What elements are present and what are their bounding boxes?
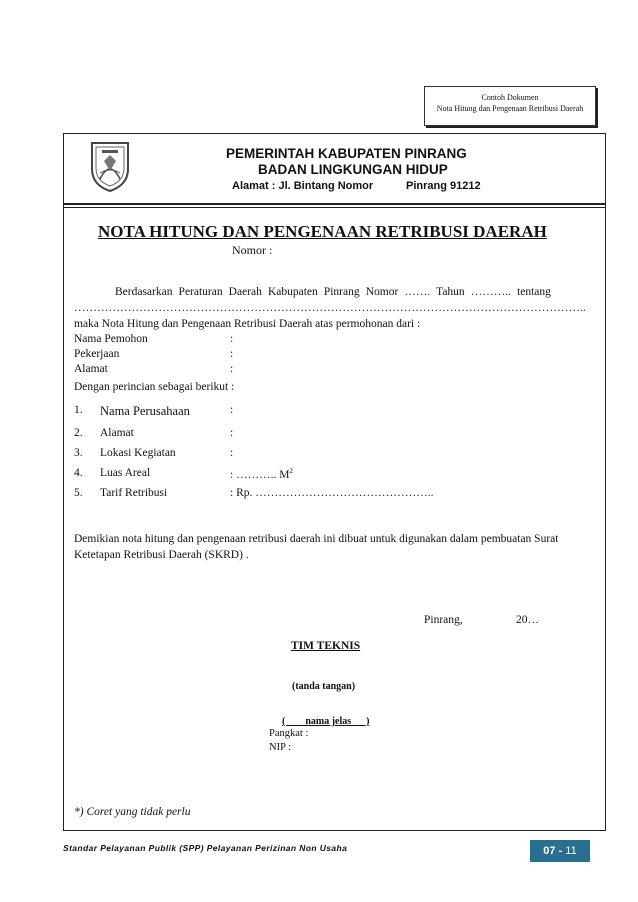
- detail-value: [230, 467, 293, 487]
- applicant-sep: :: [230, 348, 234, 360]
- signature-nip: NIP :: [269, 742, 292, 753]
- page-number: 11: [565, 845, 577, 857]
- signature-place: Pinrang,: [424, 614, 463, 626]
- detail-row: [74, 427, 434, 447]
- applicant-row: [74, 347, 233, 362]
- footnote: *) Coret yang tidak perlu: [74, 806, 191, 818]
- detail-row: [74, 487, 434, 507]
- detail-value-sup: 2: [289, 467, 293, 475]
- applicant-row: [74, 332, 233, 347]
- applicant-label: Pekerjaan: [74, 348, 120, 360]
- signature-year: 20…: [516, 614, 539, 626]
- detail-value-text: : ……….. M: [230, 468, 290, 481]
- applicant-sep: :: [230, 363, 234, 375]
- applicant-row: [74, 362, 233, 377]
- signature-rank: Pangkat :: [269, 728, 309, 739]
- closing-line1: Demikian nota hitung dan pengenaan retribusi daerah ini dibuat untuk digunakan dalam pembuatan Surat: [74, 533, 559, 545]
- signature-name: ( nama jelas ): [282, 716, 370, 727]
- footer-text: Standar Pelayanan Publik (SPP) Pelayanan Perizinan Non Usaha: [63, 843, 348, 853]
- detail-row: [74, 404, 434, 427]
- applicant-sep: :: [230, 333, 234, 345]
- detail-label: Tarif Retribusi: [100, 487, 168, 499]
- detail-value: : Rp. ………………………………………..: [230, 487, 434, 499]
- detail-num: 4.: [74, 467, 83, 479]
- closing-line2: Ketetapan Retribusi Daerah (SKRD) .: [74, 549, 249, 561]
- agency-city: Pinrang 91212: [406, 180, 481, 192]
- document-tag-line1: Contoh Dokumen: [481, 93, 539, 102]
- agency-name: BADAN LINGKUNGAN HIDUP: [258, 162, 448, 177]
- page-section: 07 -: [543, 845, 563, 857]
- document-title: NOTA HITUNG DAN PENGENAAN RETRIBUSI DAERAH: [98, 222, 547, 241]
- applicant-label: Alamat: [74, 363, 108, 375]
- detail-row: [74, 447, 434, 467]
- agency-address: Alamat : Jl. Bintang Nomor: [232, 180, 374, 192]
- regency-emblem-icon: [88, 139, 132, 193]
- detail-label: Nama Perusahaan: [100, 404, 190, 418]
- detail-value: :: [230, 427, 234, 439]
- page-number-badge: [530, 840, 590, 862]
- detail-num: 3.: [74, 447, 83, 459]
- header-rule-thin: [64, 207, 605, 208]
- detail-label: Alamat: [100, 427, 134, 439]
- number-label: Nomor :: [232, 243, 273, 257]
- intro-line1: Berdasarkan Peraturan Daerah Kabupaten Pinrang Nomor ……. Tahun ……….. tentang: [115, 286, 551, 298]
- intro-line3: maka Nota Hitung dan Pengenaan Retribusi Daerah atas permohonan dari :: [74, 318, 421, 330]
- detail-num: 2.: [74, 427, 83, 439]
- intro-line2: ……………………………………………………………………………………………………………………..: [74, 302, 586, 314]
- header-rule-thick: [64, 203, 605, 205]
- applicant-label: Nama Pemohon: [74, 333, 148, 345]
- detail-value: :: [230, 404, 234, 416]
- applicant-list: [74, 332, 233, 377]
- document-tag: [424, 86, 596, 126]
- document-tag-line2: Nota Hitung dan Pengenaan Retribusi Daerah: [436, 104, 584, 113]
- detail-value: :: [230, 447, 234, 459]
- detail-num: 5.: [74, 487, 83, 499]
- detail-label: Luas Areal: [100, 467, 151, 479]
- details-intro: Dengan perincian sebagai berikut :: [74, 381, 235, 393]
- gov-name: PEMERINTAH KABUPATEN PINRANG: [226, 146, 467, 161]
- detail-row: [74, 467, 434, 487]
- details-list: [74, 404, 434, 507]
- signature-placeholder: (tanda tangan): [292, 681, 356, 692]
- detail-num: 1.: [74, 404, 83, 416]
- team-heading: TIM TEKNIS: [291, 640, 361, 652]
- detail-label: Lokasi Kegiatan: [100, 447, 176, 459]
